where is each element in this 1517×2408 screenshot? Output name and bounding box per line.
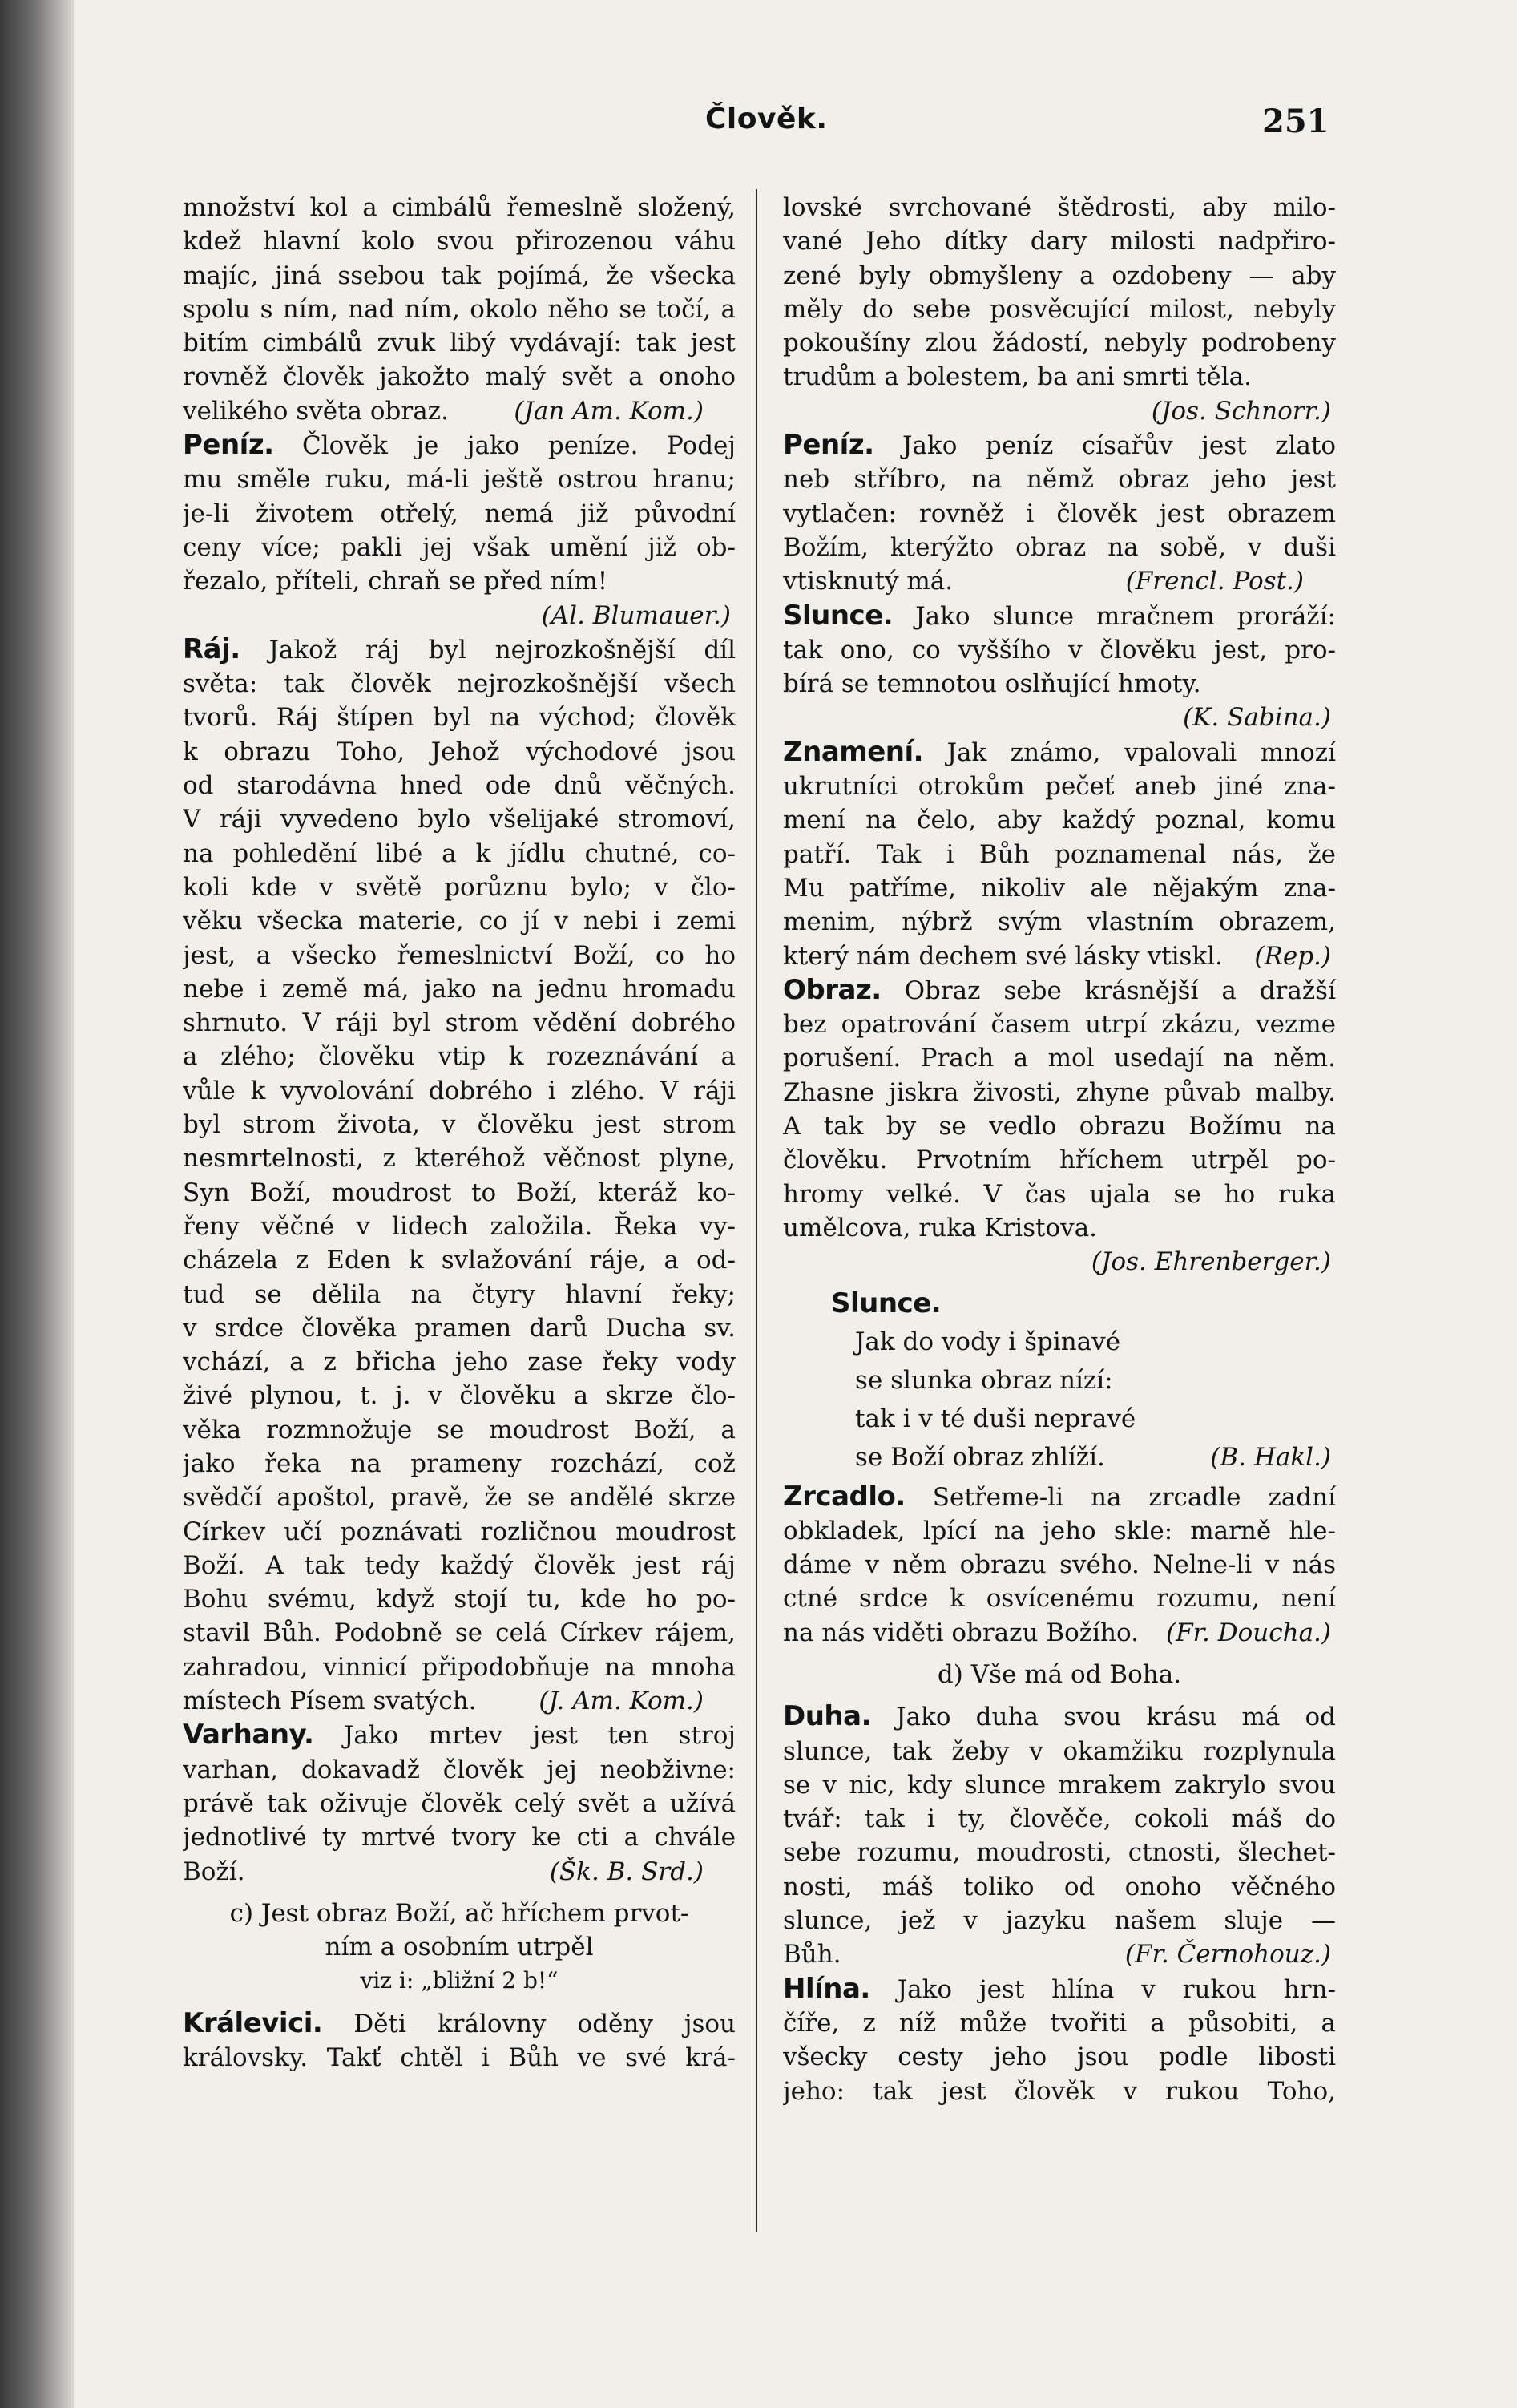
poem-slunce <box>783 1284 1336 1477</box>
text-line: řeny věčné v lidech založila. Řeka vy- <box>183 1211 736 1241</box>
section-heading-line: ním a osobním utrpěl <box>325 1933 594 1962</box>
text-line: kdež hlavní kolo svou přirozenou váhu <box>183 227 736 257</box>
page-number: 251 <box>1262 103 1329 140</box>
text-line-with-source <box>783 1616 1336 1650</box>
entry-slunce <box>783 599 1336 735</box>
entry-keyword: Slunce. <box>783 599 894 632</box>
text-line: místech Písem svatých. <box>183 1687 477 1716</box>
text-line: vtisknutý má. <box>783 567 954 596</box>
source-citation: (Jos. Schnorr.) <box>1151 396 1331 426</box>
entry-obraz <box>783 973 1336 1279</box>
text-line: obkladek, lpící na jeho skle: marně hle- <box>783 1516 1336 1545</box>
text-line: Děti královny oděny jsou <box>322 2009 736 2038</box>
entry-keyword: Duha. <box>783 1700 871 1733</box>
text-line: neb stříbro, na němž obraz jeho jest <box>783 465 1336 495</box>
entry-keyword: Peníz. <box>183 429 274 462</box>
right-column <box>783 191 1336 2108</box>
source-citation: (Jan Am. Kom.) <box>514 396 704 426</box>
entry-keyword: Peníz. <box>783 429 874 462</box>
column-divider <box>756 189 757 2232</box>
poem-last-verse <box>783 1438 1336 1477</box>
section-heading-d: d) Vše má od Boha. <box>937 1659 1182 1689</box>
text-line: Jako mrtev jest ten stroj <box>313 1721 736 1751</box>
text-line: od starodávna hned ode dnů věčných. <box>183 771 736 801</box>
text-line: ukrutníci otrokům pečeť aneb jiné zna- <box>783 772 1336 802</box>
text-line: hromy velké. V čas ujala se ho ruka <box>783 1179 1336 1209</box>
text-line: Jako peníz císařův jest zlato <box>873 431 1336 461</box>
poem-verse: tak i v té duši nepravé <box>855 1404 1136 1433</box>
section-heading-c <box>183 1897 736 1998</box>
text-line: majíc, jiná ssebou tak pojímá, že všecka <box>183 261 736 290</box>
text-line: ceny více; pakli jej však umění již ob- <box>183 532 736 562</box>
text-line: tud se dělila na čtyry hlavní řeky; <box>183 1279 736 1309</box>
text-line: zahradou, vinnicí připodobňuje na mnoha <box>183 1652 736 1682</box>
entry-raj <box>183 632 736 1719</box>
entry-keyword: Zrcadlo. <box>783 1480 906 1513</box>
text-line: Setřeme-li na zrcadle zadní <box>905 1482 1336 1512</box>
text-line: umělcova, ruka Kristova. <box>783 1213 1098 1242</box>
text-line: nosti, máš toliko od onoho věčného <box>783 1872 1336 1901</box>
text-line: Zhasne jiskra živosti, zhyne půvab malby. <box>783 1077 1336 1107</box>
text-line: jako řeka na prameny rozchází, což <box>183 1448 736 1478</box>
page-header <box>0 103 1517 151</box>
text-line: Jakož ráj byl nejrozkošnější díl <box>240 635 736 665</box>
text-line: královsky. Takť chtěl i Bůh ve své krá- <box>183 2043 736 2073</box>
text-line-with-source <box>783 564 1336 598</box>
source-citation: (Fr. Černohouz.) <box>1124 1940 1331 1970</box>
text-line: živé plynou, t. j. v člověku a skrze člo- <box>183 1381 736 1411</box>
text-line: Církev učí poznávati rozličnou moudrost <box>183 1517 736 1546</box>
text-line: bitím cimbálů zvuk libý vydávají: tak jest <box>183 329 736 358</box>
text-line: Bůh. <box>783 1940 841 1970</box>
text-line: jeho: tak jest člověk v rukou Toho, <box>783 2076 1336 2106</box>
text-line: světa: tak člověk nejrozkošnější všech <box>183 669 736 699</box>
entry-keyword: Varhany. <box>183 1719 314 1751</box>
entry-kralevici <box>183 2006 736 2075</box>
text-line: a zlého; člověku vtip k rozeznávání a <box>183 1042 736 1072</box>
text-line: právě tak oživuje člověk celý svět a užívá <box>183 1788 736 1818</box>
entry-continuation-right <box>783 191 1336 428</box>
source-citation: (J. Am. Kom.) <box>539 1687 704 1716</box>
entry-hlina <box>783 1972 1336 2108</box>
text-line: vůle k vyvolování dobrého i zlého. V ráji <box>183 1076 736 1105</box>
text-line: Syn Boží, moudrost to Boží, kteráž ko- <box>183 1178 736 1207</box>
text-line: cházela z Eden k svlažování ráje, a od- <box>183 1246 736 1275</box>
text-line: v srdce člověka pramen darů Ducha sv. <box>183 1313 736 1343</box>
text-line: vchází, a z břicha jeho zase řeky vody <box>183 1347 736 1377</box>
entry-keyword: Ráj. <box>183 632 240 665</box>
text-line: sebe rozumu, moudrosti, ctnosti, šlechet- <box>783 1838 1336 1868</box>
text-line-with-source <box>783 939 1336 973</box>
source-citation: (Rep.) <box>1254 941 1331 971</box>
text-line: Jak známo, vpalovali mnozí <box>923 737 1336 767</box>
text-line: bez opatrování časem utrpí zkázu, vezme <box>783 1010 1336 1040</box>
text-line: varhan, dokavadž člověk jej neobživne: <box>183 1755 736 1784</box>
text-line: koli kde v světě porůznu bylo; v člo- <box>183 872 736 902</box>
source-citation: (Jos. Ehrenberger.) <box>1091 1247 1331 1277</box>
entry-keyword: Obraz. <box>783 973 882 1006</box>
source-citation: (Fr. Doucha.) <box>1166 1618 1331 1647</box>
text-line: všecky cesty jeho jsou podle libosti <box>783 2042 1336 2072</box>
source-citation: (K. Sabina.) <box>1183 703 1331 733</box>
entry-duha <box>783 1699 1336 1971</box>
text-line: tvář: tak i ty, člověče, cokoli máš do <box>783 1804 1336 1834</box>
text-line: mení na čelo, aby každý poznal, komu <box>783 806 1336 835</box>
text-line: slunce, jež v jazyku našem sluje — <box>783 1906 1336 1936</box>
text-line: Mu patříme, nikoliv ale nějakým zna- <box>783 873 1336 903</box>
text-line-with-source <box>183 1684 736 1718</box>
text-line: Jako jest hlína v rukou hrn- <box>869 1974 1336 2004</box>
text-line: rovněž člověk jakožto malý svět a onoho <box>183 362 736 392</box>
cross-reference: viz i: „bližní 2 b!“ <box>360 1967 559 1994</box>
text-line: porušení. Prach a mol usedají na něm. <box>783 1044 1336 1073</box>
text-line: ctné srdce k osvícenému rozumu, není <box>783 1584 1336 1614</box>
text-line: stavil Bůh. Podobně se celá Církev rájem, <box>183 1618 736 1648</box>
entry-penize <box>183 428 736 632</box>
text-line: který nám dechem své lásky vtiskl. <box>783 941 1224 971</box>
text-line: je-li životem otřelý, nemá již původní <box>183 499 736 528</box>
entry-zrcadlo <box>783 1480 1336 1650</box>
entry-znameni <box>783 735 1336 973</box>
text-line: pokoušíny zlou žádostí, nebyly podrobeny <box>783 329 1336 358</box>
text-line: trudům a bolestem, ba ani smrti těla. <box>783 362 1253 392</box>
text-line: Boží. <box>183 1857 245 1886</box>
text-line-with-source <box>183 1855 736 1889</box>
text-line: Obraz sebe krásnější a dražší <box>881 976 1336 1005</box>
text-line-with-source <box>183 394 736 428</box>
text-line: věka rozmnožuje se moudrost Boží, a <box>183 1415 736 1444</box>
text-line: vané Jeho dítky dary milosti nadpřiro- <box>783 227 1336 257</box>
text-line: číře, z níž může tvořiti a působiti, a <box>783 2008 1336 2038</box>
text-line: množství kol a cimbálů řemeslně složený, <box>183 193 736 222</box>
text-line: se v nic, kdy slunce mrakem zakrylo svou <box>783 1770 1336 1800</box>
text-line: vytlačen: rovněž i člověk jest obrazem <box>783 499 1336 528</box>
text-line: bírá se temnotou oslňující hmoty. <box>783 669 1201 699</box>
text-line: lovské svrchované štědrosti, aby milo- <box>783 193 1336 222</box>
text-line: menim, nýbrž svým vlastním obrazem, <box>783 907 1336 937</box>
text-line: člověku. Prvotním hříchem utrpěl po- <box>783 1145 1336 1175</box>
entry-keyword: Hlína. <box>783 1972 870 2005</box>
text-line: Bohu svému, když stojí tu, kde ho po- <box>183 1585 736 1614</box>
text-line: nesmrtelnosti, z kteréhož věčnost plyne, <box>183 1144 736 1174</box>
text-line: patří. Tak i Bůh poznamenal nás, že <box>783 839 1336 869</box>
page-edge-shadow <box>0 0 74 2408</box>
text-line: Člověk je jako peníze. Podej <box>273 431 736 461</box>
source-citation: (Frencl. Post.) <box>1125 567 1304 596</box>
text-line-with-source <box>783 1937 1336 1971</box>
entry-continuation <box>183 191 736 428</box>
text-line: jednotlivé ty mrtvé tvory ke cti a chvále <box>183 1823 736 1852</box>
entry-keyword: Znamení. <box>783 735 924 768</box>
text-line: byl strom života, v člověku jest strom <box>183 1110 736 1140</box>
text-line: V ráji vyvedeno bylo všelijaké stromoví, <box>183 805 736 834</box>
source-citation: (Šk. B. Srd.) <box>549 1857 704 1886</box>
text-line: zené byly obmyšleny a ozdobeny — aby <box>783 261 1336 290</box>
text-line: mu směle ruku, má-li ještě ostrou hranu; <box>183 465 736 495</box>
text-line: Jako slunce mračnem proráží: <box>893 601 1336 631</box>
entry-peniz <box>783 428 1336 598</box>
text-line: svědčí apoštol, pravě, že se andělé skrze <box>183 1483 736 1513</box>
text-line: Božím, kterýžto obraz na sobě, v duši <box>783 532 1336 562</box>
text-line: velikého světa obraz. <box>183 396 449 426</box>
text-line: shrnuto. V ráji byl strom vědění dobrého <box>183 1008 736 1038</box>
section-heading-line: c) Jest obraz Boží, ač hříchem prvot- <box>229 1898 689 1928</box>
poem-title: Slunce. <box>831 1287 942 1319</box>
text-line: slunce, tak žeby v okamžiku rozplynula <box>783 1736 1336 1766</box>
text-line: Boží. A tak tedy každý člověk jest ráj <box>183 1550 736 1580</box>
text-line: tak ono, co vyššího v člověku jest, pro- <box>783 635 1336 665</box>
poem-verse: Jak do vody i špinavé <box>855 1327 1121 1356</box>
source-citation: (B. Hakl.) <box>1210 1442 1331 1472</box>
text-line: spolu s ním, nad ním, okolo něho se točí, a <box>183 294 736 324</box>
text-line: k obrazu Toho, Jehož východové jsou <box>183 737 736 766</box>
left-column <box>183 191 736 2075</box>
text-line: měly do sebe posvěcující milost, nebyly <box>783 294 1336 324</box>
text-line: tvorů. Ráj štípen byl na východ; člověk <box>183 703 736 733</box>
text-line: věku všecka materie, co jí v nebi i zemi <box>183 907 736 936</box>
text-line: nebe i země má, jako na jednu hromadu <box>183 974 736 1004</box>
text-line: na pohledění libé a k jídlu chutné, co- <box>183 838 736 868</box>
poem-verse: se slunka obraz nízí: <box>855 1365 1113 1395</box>
text-line: Jako duha svou krásu má od <box>871 1703 1336 1732</box>
text-line: A tak by se vedlo obrazu Božímu na <box>783 1112 1336 1141</box>
text-line: na nás viděti obrazu Božího. <box>783 1618 1139 1647</box>
text-line: řezalo, příteli, chraň se před ním! <box>183 567 608 596</box>
entry-varhany <box>183 1718 736 1888</box>
running-head: Člověk. <box>705 103 828 135</box>
text-line: jest, a všecko řemeslnictví Boží, co ho <box>183 940 736 970</box>
poem-verse: se Boží obraz zhlíží. <box>855 1442 1105 1472</box>
text-line: dáme v něm obrazu svého. Nelne-li v nás <box>783 1550 1336 1580</box>
entry-keyword: Králevici. <box>183 2006 323 2039</box>
source-citation: (Al. Blumauer.) <box>541 600 731 630</box>
